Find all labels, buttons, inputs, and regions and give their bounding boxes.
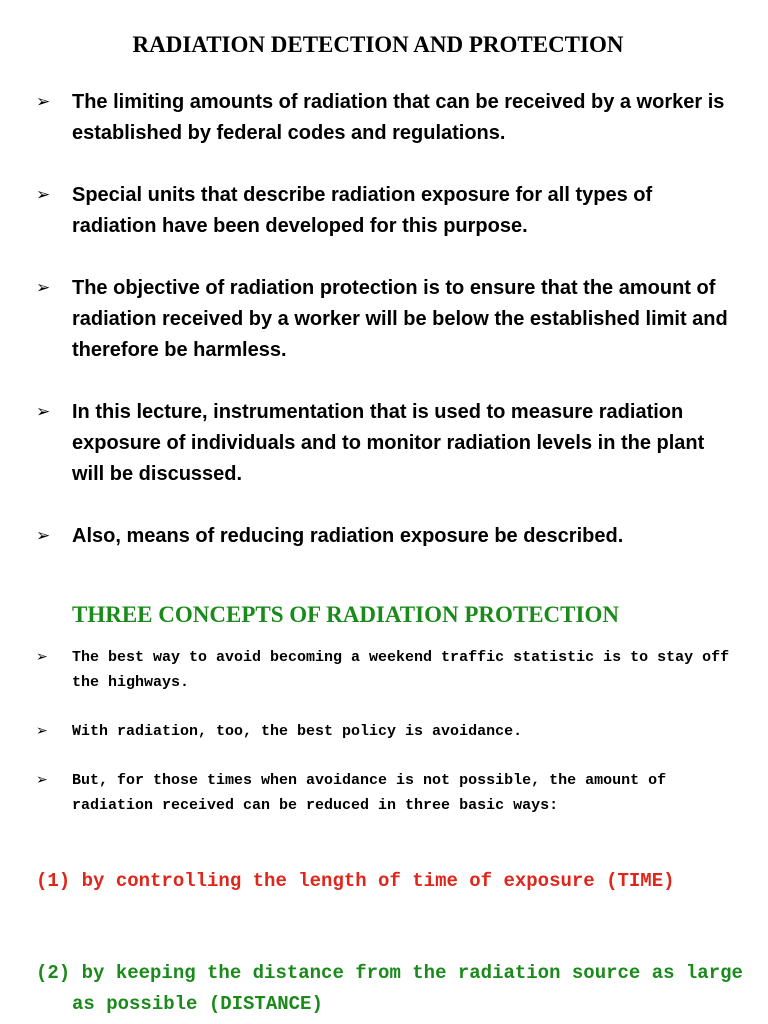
- arrow-bullet-icon: ➢: [36, 723, 48, 739]
- bullet-list-intro: [0, 87, 768, 583]
- section-heading: THREE CONCEPTS OF RADIATION PROTECTION: [72, 602, 619, 627]
- list-item-text: Also, means of reducing radiation exposure be described.: [72, 525, 624, 547]
- list-item-text: In this lecture, instrumentation that is used to measure radiation exposure of individuals and to monitor radiation levels in the plant will be discussed.: [72, 401, 705, 485]
- arrow-bullet-icon: ➢: [36, 278, 51, 298]
- list-item: [0, 645, 768, 695]
- list-item-text: The objective of radiation protection is to ensure that the amount of radiation received by a worker will be below the established limit and therefore be harmless.: [72, 277, 728, 361]
- list-item-text: But, for those times when avoidance is not possible, the amount of radiation received can be reduced in three basic ways:: [72, 772, 667, 814]
- list-item: [0, 397, 768, 490]
- list-item: [0, 273, 768, 366]
- list-item: [0, 521, 768, 552]
- list-item: [0, 87, 768, 149]
- arrow-bullet-icon: ➢: [36, 772, 48, 788]
- list-item: [0, 768, 768, 818]
- bullet-list-concepts: [0, 645, 768, 842]
- list-item: [0, 719, 768, 744]
- arrow-bullet-icon: ➢: [36, 402, 51, 422]
- numbered-item-distance: (2) by keeping the distance from the radiation source as large as possible (DISTANCE): [36, 962, 743, 1015]
- numbered-item-time: (1) by controlling the length of time of exposure (TIME): [36, 870, 675, 892]
- list-item-text: With radiation, too, the best policy is avoidance.: [72, 723, 523, 740]
- page-title: RADIATION DETECTION AND PROTECTION: [132, 32, 624, 57]
- arrow-bullet-icon: ➢: [36, 185, 51, 205]
- list-item-text: Special units that describe radiation exposure for all types of radiation have been developed for this purpose.: [72, 184, 653, 237]
- list-item-text: The limiting amounts of radiation that can be received by a worker is established by federal codes and regulations.: [72, 91, 725, 144]
- arrow-bullet-icon: ➢: [36, 92, 51, 112]
- arrow-bullet-icon: ➢: [36, 649, 48, 665]
- list-item-text: The best way to avoid becoming a weekend traffic statistic is to stay off the highways.: [72, 649, 730, 691]
- list-item: [0, 180, 768, 242]
- arrow-bullet-icon: ➢: [36, 526, 51, 546]
